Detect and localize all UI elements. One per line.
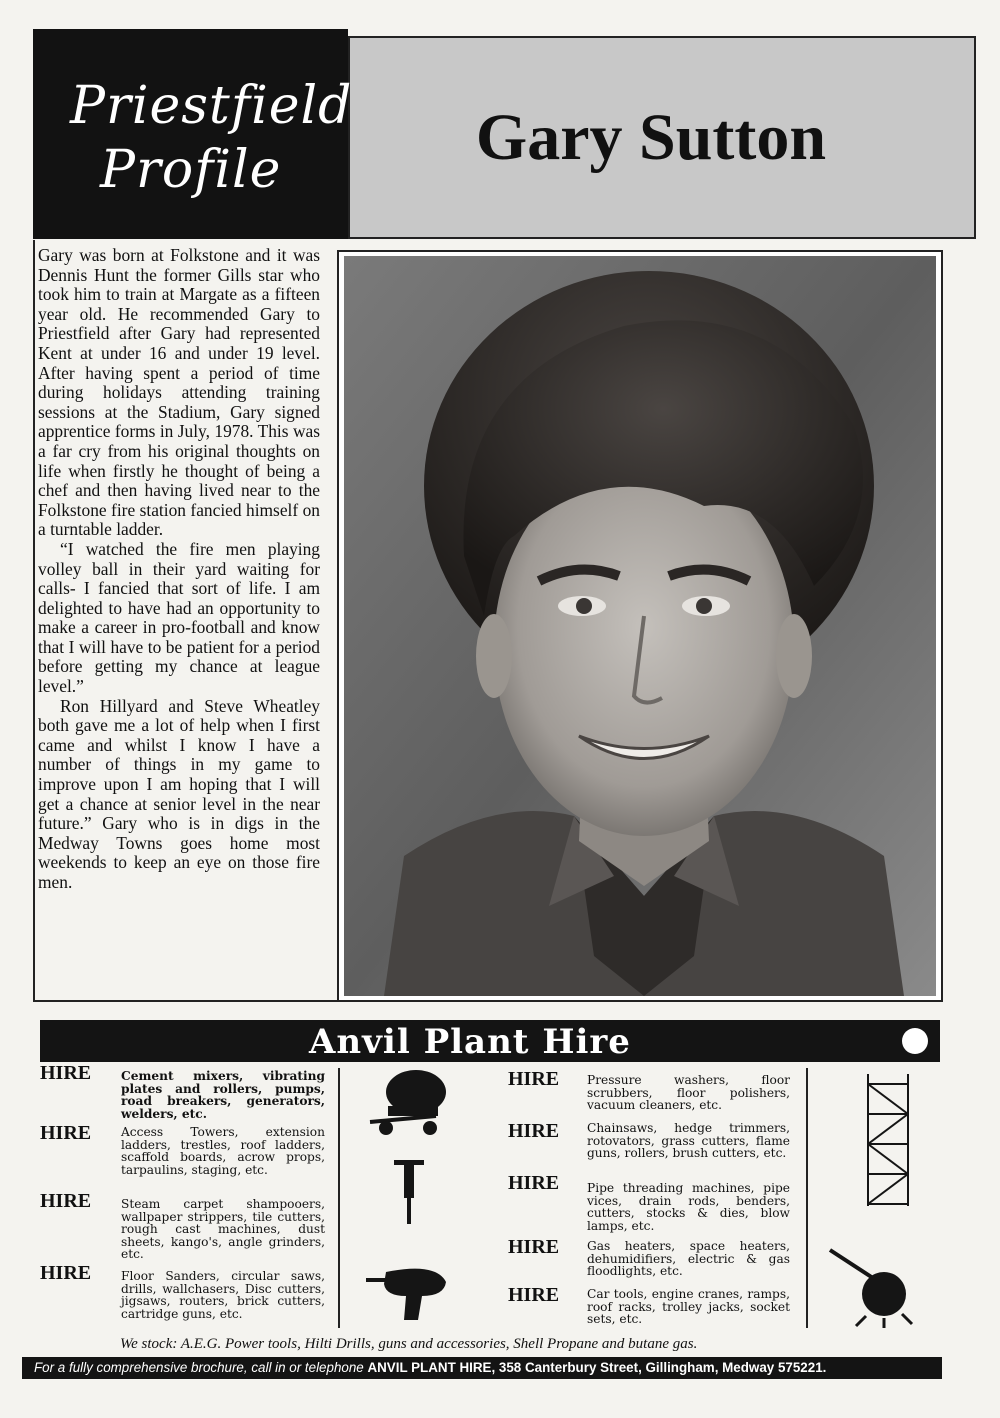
hire-label: HIRE xyxy=(508,1284,560,1306)
ad-divider-left xyxy=(338,1068,340,1328)
article-left-rule xyxy=(33,240,35,1000)
hire-item-gas: Gas heaters, space heaters, dehumidifiers, electric & gas floodlights, etc. xyxy=(587,1239,790,1279)
article-body xyxy=(38,246,320,893)
hire-item-floor: Floor Sanders, circular saws, drills, wallchasers, Disc cutters, jigsaws, routers, brick cutters, cartridge guns, etc. xyxy=(121,1269,325,1321)
article-paragraph-3: Ron Hillyard and Steve Wheatley both gave me a lot of help when I first came and whilst I know I have a number of things in my game to improve upon I am hoping that I will get a chance at senior level in the near future.” Gary who is in digs in the Medway Towns goes home most weekends to keep an eye on those fire men. xyxy=(38,695,320,892)
logo-profile: Profile xyxy=(100,140,282,200)
hire-item-access: Access Towers, extension ladders, trestles, roof ladders, scaffold boards, acrow props, tarpaulins, staging, etc. xyxy=(121,1125,325,1177)
page-title: Gary Sutton xyxy=(475,101,827,174)
ad-stock-line: We stock: A.E.G. Power tools, Hilti Drills, guns and accessories, Shell Propane and butane gas. xyxy=(120,1336,698,1352)
breaker-icon xyxy=(394,1156,424,1226)
rotovator-icon xyxy=(826,1240,918,1328)
anvil-logo-icon xyxy=(902,1028,928,1054)
hire-label: HIRE xyxy=(40,1190,92,1212)
hire-label: HIRE xyxy=(40,1122,92,1144)
hire-label: HIRE xyxy=(508,1068,560,1090)
hire-item-pressure: Pressure washers, floor scrubbers, floor polishers, vacuum cleaners, etc. xyxy=(587,1073,790,1113)
hire-label: HIRE xyxy=(508,1236,560,1258)
footer-brochure-text: For a fully comprehensive brochure, call in or telephone xyxy=(34,1360,364,1375)
hire-label: HIRE xyxy=(508,1172,560,1194)
footer-contact-address: ANVIL PLANT HIRE, 358 Canterbury Street, Gillingham, Medway 575221. xyxy=(367,1360,827,1375)
article-bottom-rule xyxy=(33,1000,943,1002)
article-paragraph-1: Gary was born at Folkstone and it was Dennis Hunt the former Gills star who took him to train at Margate as a fifteen year old. He recommended Gary to Priestfield after Gary had represented Kent at under 16 and under 19 level. After having spent a period of time during holidays attending training sessions at the Stadium, Gary signed apprentice forms in July, 1978. This was a far cry from his original thoughts on life when firstly he thought of being a chef and then having lived near to the Folkstone fire station fancied himself on a turntable ladder. xyxy=(38,245,320,540)
hire-item-cement: Cement mixers, vibrating plates and rollers, pumps, road breakers, generators, welders, etc. xyxy=(121,1069,325,1121)
article-paragraph-2: “I watched the fire men playing volley ball in their yard waiting for calls- I fancied that sort of life. I am delighted to have had an opportunity to make a career in pro-football and know that I will have to be patient for a period before getting my chance at league level.” xyxy=(38,538,320,697)
hire-item-pipe: Pipe threading machines, pipe vices, drain rods, benders, cutters, stocks & dies, blow lamps, etc. xyxy=(587,1181,790,1233)
logo-priestfield: Priestfield xyxy=(70,76,353,136)
cement-mixer-icon xyxy=(366,1066,462,1138)
hire-item-chainsaws: Chainsaws, hedge trimmers, rotovators, grass cutters, flame guns, rollers, brush cutters, etc. xyxy=(587,1121,790,1161)
hire-item-steam: Steam carpet shampooers, wallpaper strippers, tile cutters, rough cast machines, dust sheets, kango's, angle grinders, etc. xyxy=(121,1197,325,1262)
scaffold-tower-icon xyxy=(862,1074,914,1206)
hire-label: HIRE xyxy=(40,1062,92,1084)
drill-icon xyxy=(366,1262,452,1324)
hire-label: HIRE xyxy=(508,1120,560,1142)
ad-title: Anvil Plant Hire xyxy=(309,1022,631,1062)
player-portrait-photo xyxy=(344,256,936,996)
ad-divider-right xyxy=(806,1068,808,1328)
hire-label: HIRE xyxy=(40,1262,92,1284)
ad-footer-text xyxy=(34,1360,826,1375)
hire-item-car: Car tools, engine cranes, ramps, roof racks, trolley jacks, socket sets, etc. xyxy=(587,1287,790,1327)
